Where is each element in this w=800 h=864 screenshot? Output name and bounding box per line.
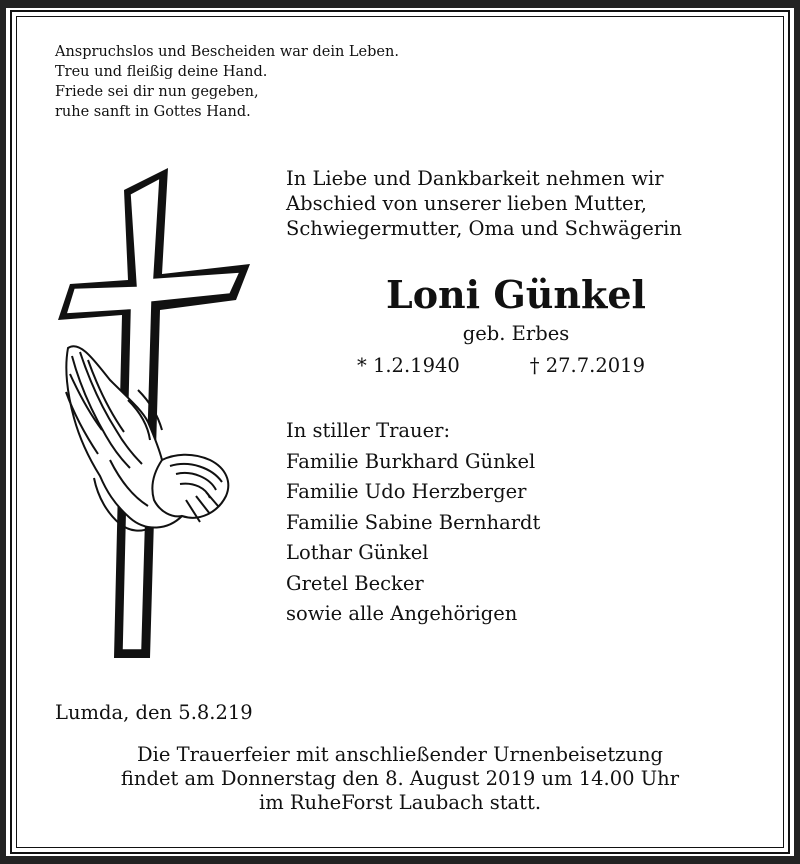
mourner-name: Gretel Becker: [286, 571, 424, 595]
verse-line: Friede sei dir nun gegeben,: [55, 84, 259, 100]
mourners-heading: In stiller Trauer:: [286, 419, 451, 442]
intro-line: Abschied von unserer lieben Mutter,: [286, 192, 647, 215]
deceased-name: Loni Günkel: [385, 272, 646, 317]
border-edge-top: [0, 0, 800, 8]
verse-line: Treu und fleißig deine Hand.: [55, 64, 268, 80]
notice-line: findet am Donnerstag den 8. August 2019 um 14.00 Uhr: [120, 767, 680, 790]
cross-with-praying-hands-icon: [50, 160, 260, 670]
notice-line: im RuheForst Laubach statt.: [258, 791, 542, 814]
intro-text: [286, 166, 776, 241]
birth-date: * 1.2.1940: [357, 354, 460, 377]
intro-line: In Liebe und Dankbarkeit nehmen wir: [286, 167, 664, 190]
border-edge-left: [0, 0, 6, 864]
life-dates: [357, 353, 645, 379]
notice-line: Die Trauerfeier mit anschließender Urnenbeisetzung: [136, 743, 664, 766]
mourner-name: Familie Burkhard Günkel: [286, 449, 536, 473]
death-date: † 27.7.2019: [529, 354, 645, 377]
border-edge-right: [794, 0, 800, 864]
mourner-name: Lothar Günkel: [286, 541, 429, 564]
verse-line: Anspruchslos und Bescheiden war dein Leben.: [55, 44, 399, 60]
maiden-name: geb. Erbes: [462, 322, 570, 345]
mourner-name: Familie Sabine Bernhardt: [286, 510, 541, 534]
verse: [55, 42, 399, 122]
mourner-name: sowie alle Angehörigen: [286, 602, 518, 625]
funeral-notice: [40, 743, 760, 815]
border-edge-bottom: [0, 856, 800, 864]
verse-line: ruhe sanft in Gottes Hand.: [55, 104, 251, 120]
intro-line: Schwiegermutter, Oma und Schwägerin: [286, 217, 682, 240]
mourner-name: Familie Udo Herzberger: [286, 480, 527, 503]
mourners-list: [286, 416, 540, 630]
place-and-date: Lumda, den 5.8.219: [55, 701, 253, 724]
